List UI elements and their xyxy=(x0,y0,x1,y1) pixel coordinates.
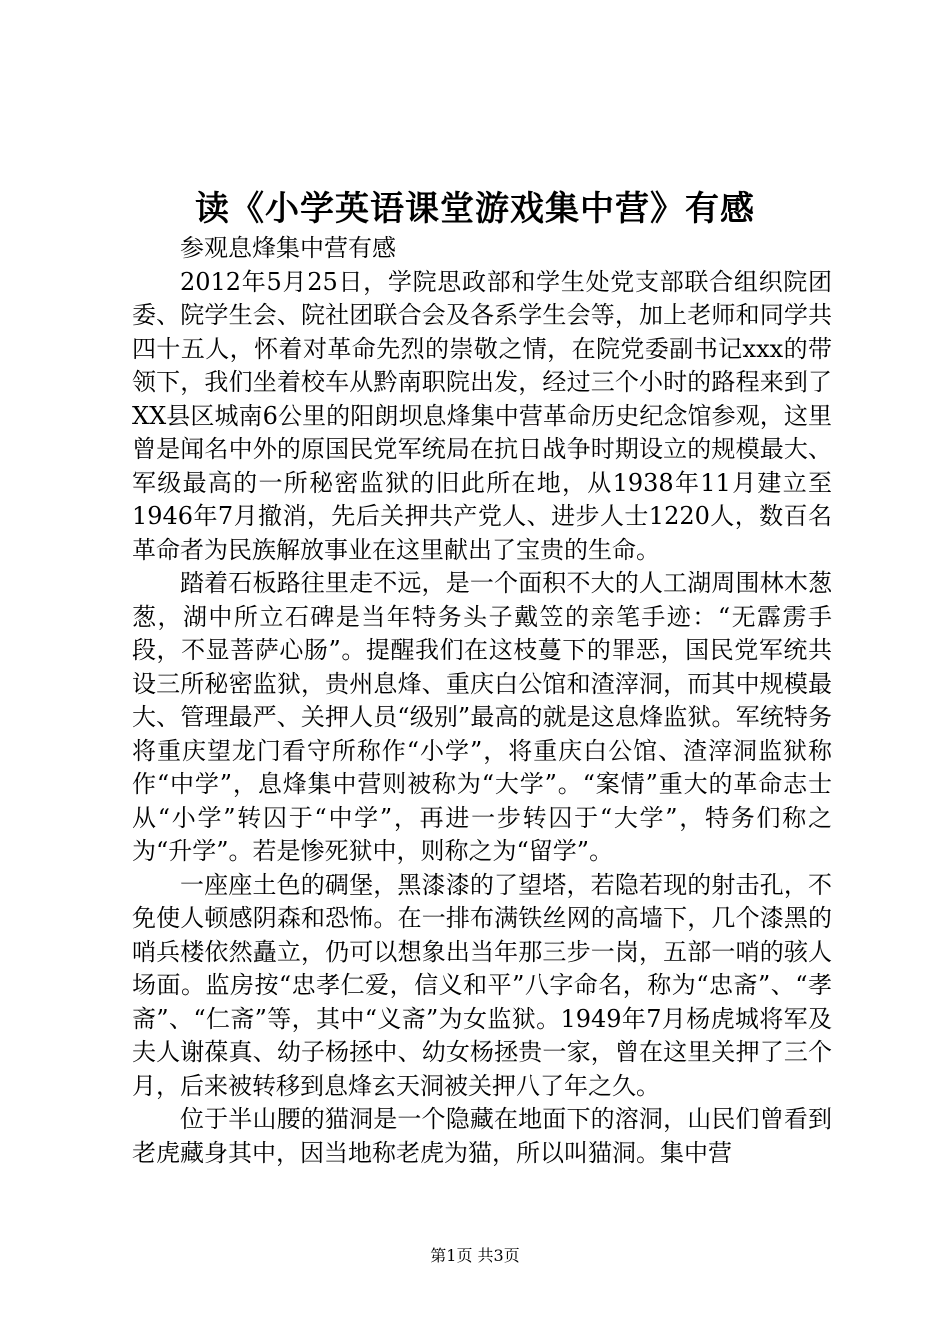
paragraph-2: 踏着石板路往里走不远，是一个面积不大的人工湖周围林木葱葱，湖中所立石碑是当年特务头子戴笠的亲笔手迹：“无霹雳手段，不显菩萨心肠”。提醒我们在这枝蔓下的罪恶，国民党军统共设三所秘密监狱，贵州息烽、重庆白公馆和渣滓洞，而其中规模最大、管理最严、关押人员“级别”最高的就是这息烽监狱。军统特务将重庆望龙门看守所称作“小学”，将重庆白公馆、渣滓洞监狱称作“中学”，息烽集中营则被称为“大学”。“案情”重大的革命志士从“小学”转囚于“中学”，再进一步转囚于“大学”，特务们称之为“升学”。若是惨死狱中，则称之为“留学”。 xyxy=(132,569,832,865)
paragraph-4: 位于半山腰的猫洞是一个隐藏在地面下的溶洞，山民们曾看到老虎藏身其中，因当地称老虎为猫，所以叫猫洞。集中营 xyxy=(132,1105,832,1167)
document-title: 读《小学英语课堂游戏集中营》有感 xyxy=(195,189,755,229)
document-subtitle: 参观息烽集中营有感 xyxy=(180,234,396,262)
paragraph-1: 2012年5月25日，学院思政部和学生处党支部联合组织院团委、院学生会、院社团联合会及各系学生会等，加上老师和同学共四十五人，怀着对革命先烈的崇敬之情，在院党委副书记xxx的带领下，我们坐着校车从黔南职院出发，经过三个小时的路程来到了XX县区城南6公里的阳朗坝息烽集中营革命历史纪念馆参观，这里曾是闻名中外的原国民党军统局在抗日战争时期设立的规模最大、军级最高的一所秘密监狱的旧此所在地，从1938年11月建立至1946年7月撤消，先后关押共产党人、进步人士1220人，数百名革命者为民族解放事业在这里献出了宝贵的生命。 xyxy=(132,267,832,564)
paragraph-3: 一座座土色的碉堡，黑漆漆的了望塔，若隐若现的射击孔，不免使人顿感阴森和恐怖。在一排布满铁丝网的高墙下，几个漆黑的哨兵楼依然矗立，仍可以想象出当年那三步一岗，五部一哨的骇人场面。监房按“忠孝仁爱，信义和平”八字命名，称为“忠斋”、“孝斋”、“仁斋”等，其中“义斋”为女监狱。1949年7月杨虎城将军及夫人谢葆真、幼子杨拯中、幼女杨拯贵一家，曾在这里关押了三个月，后来被转移到息烽玄天洞被关押八了年之久。 xyxy=(132,870,832,1100)
page-footer: 第1页 共3页 xyxy=(430,1246,520,1265)
document-body xyxy=(132,232,832,1170)
